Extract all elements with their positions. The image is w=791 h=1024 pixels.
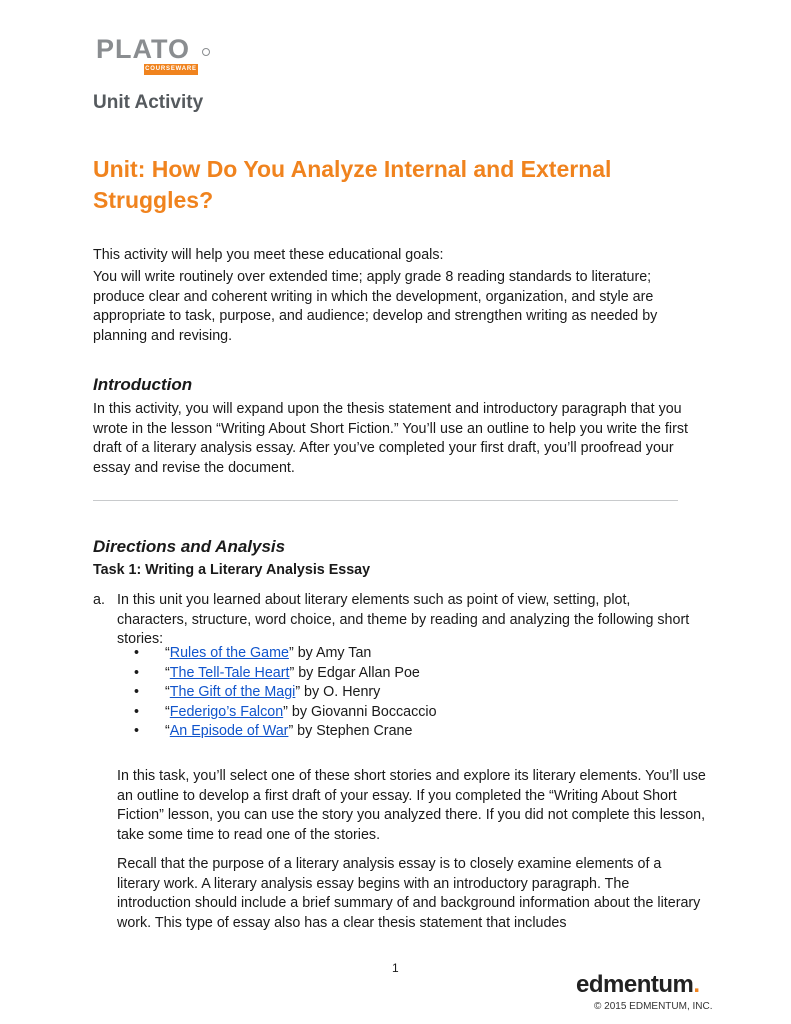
story-author: ” by Giovanni Boccaccio [283, 703, 437, 720]
bullet-icon: • [134, 684, 140, 700]
list-item [117, 683, 437, 703]
task-title: Task 1: Writing a Literary Analysis Essay [93, 562, 371, 578]
open-quote: “ [165, 645, 170, 661]
story-link-tell-tale-heart[interactable]: The Tell-Tale Heart [169, 664, 290, 681]
bullet-icon: • [134, 645, 140, 661]
story-link-gift-of-the-magi[interactable]: The Gift of the Magi [169, 684, 296, 700]
open-quote: “ [165, 684, 170, 700]
bullet-icon: • [134, 703, 140, 720]
section-divider [93, 500, 678, 501]
logo-courseware-bar: COURSEWARE [144, 64, 198, 75]
task-paragraph-1: In this task, you’ll select one of these short stories and explore its literary elements. You’ll use an outline to develop a first draft of your essay. If you completed the “Writing About Short Fiction” lesson, you can use the story you analyzed there. If you did not complete this lesson, take some time to read one of the stories. [117, 768, 706, 843]
page-number: 1 [392, 961, 399, 975]
item-letter: a. [93, 592, 105, 608]
open-quote: “ [165, 664, 170, 681]
story-link-rules-of-the-game[interactable]: Rules of the Game [169, 645, 289, 661]
goals-intro: This activity will help you meet these educational goals: [93, 247, 444, 263]
list-item [117, 664, 437, 684]
introduction-heading: Introduction [93, 375, 193, 394]
plato-logo [96, 36, 208, 76]
introduction-text: In this activity, you will expand upon the thesis statement and introductory paragraph that you wrote in the lesson “Writing About Short Fiction.” You’ll use an outline to help you write the first draft of a literary analysis essay. After you’ve completed your first draft, you’ll proofread your essay and revise the document. [93, 401, 688, 476]
list-item [117, 644, 437, 664]
logo-wordmark: PLATO [96, 34, 191, 64]
story-list [117, 644, 437, 742]
goals-text: You will write routinely over extended time; apply grade 8 reading standards to literature; produce clear and coherent writing in which the development, organization, and style are appropriate to task, purpose, and audience; develop and strengthen writing as needed by planning and revising. [93, 269, 658, 344]
open-quote: “ [165, 703, 170, 720]
story-author: ” by Stephen Crane [288, 723, 413, 739]
item-text: In this unit you learned about literary elements such as point of view, setting, plot, characters, structure, word choice, and theme by reading and analyzing the following short stories: [117, 592, 690, 647]
page-title: Unit: How Do You Analyze Internal and External Struggles? [93, 156, 612, 213]
registered-mark-icon [202, 48, 210, 56]
story-author: ” by O. Henry [295, 684, 381, 700]
bullet-icon: • [134, 723, 140, 739]
list-item [117, 703, 437, 723]
edmentum-dot: . [693, 971, 700, 998]
directions-heading: Directions and Analysis [93, 537, 286, 556]
story-author: ” by Amy Tan [288, 645, 372, 661]
open-quote: “ [165, 723, 170, 739]
copyright-notice: © 2015 EDMENTUM, INC. [594, 1001, 713, 1012]
story-author: ” by Edgar Allan Poe [289, 664, 420, 681]
story-link-episode-of-war[interactable]: An Episode of War [169, 723, 289, 739]
bullet-icon: • [134, 664, 140, 681]
edmentum-logo [576, 972, 700, 998]
edmentum-wordmark: edmentum [576, 971, 694, 998]
story-link-federigos-falcon[interactable]: Federigo’s Falcon [169, 703, 284, 720]
list-item [117, 722, 437, 742]
task-paragraph-2: Recall that the purpose of a literary analysis essay is to closely examine elements of a literary work. A literary analysis essay begins with an introductory paragraph. The introduction should include a brief summary of and background information about the literary work. This type of essay also has a clear thesis statement that includes [117, 856, 701, 931]
unit-activity-heading: Unit Activity [93, 92, 204, 113]
